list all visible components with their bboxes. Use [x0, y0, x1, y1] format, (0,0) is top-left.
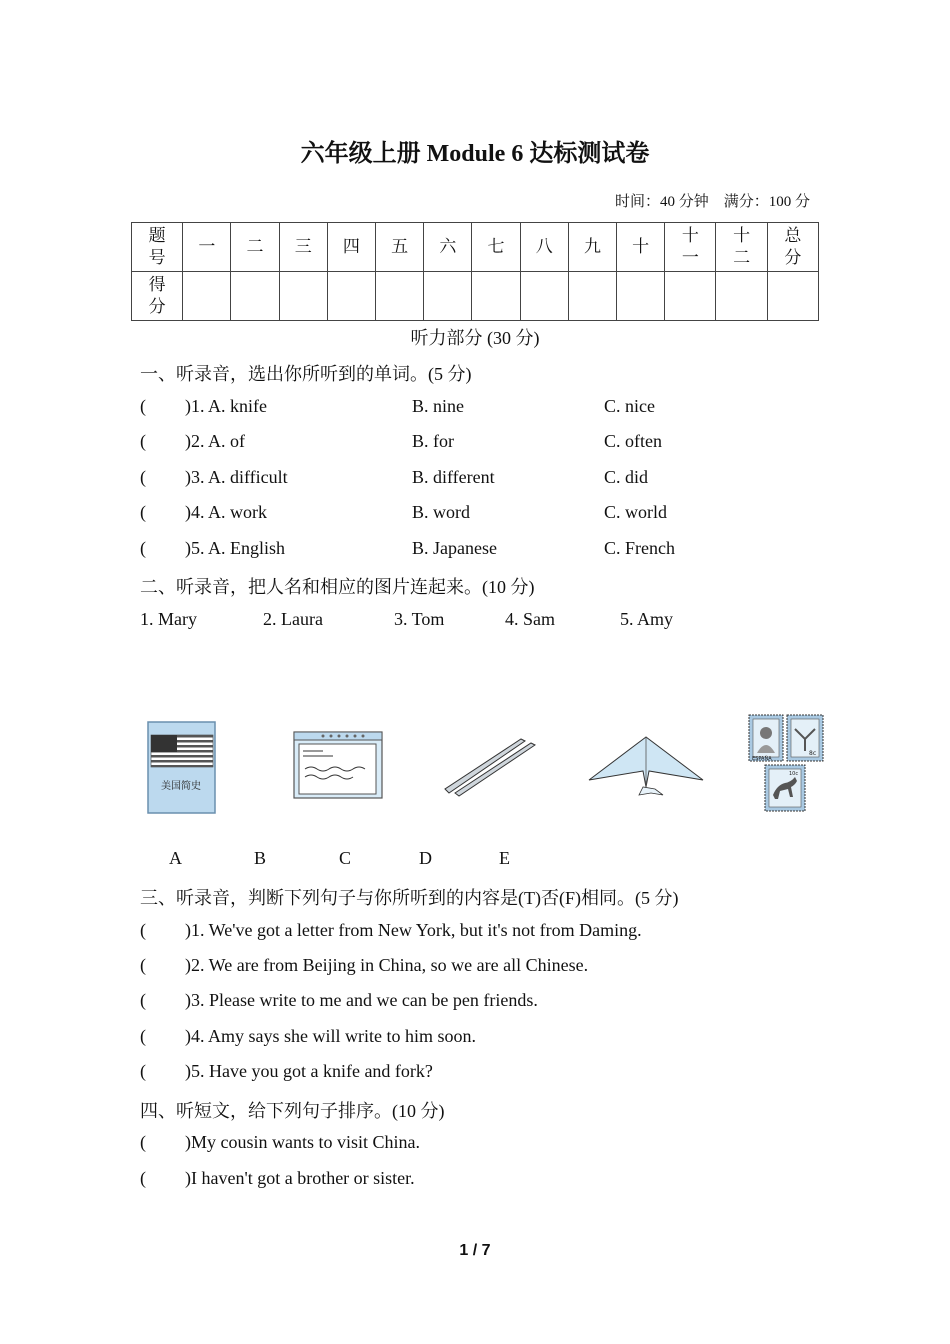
q4-title: 四、听短文，给下列句子排序。(10 分) [140, 1101, 445, 1121]
header-cell: 一 [183, 223, 231, 272]
score-cell[interactable] [279, 272, 327, 321]
picture-letter-b: B [254, 848, 267, 868]
answer-paren[interactable]: ( [140, 1061, 146, 1081]
score-table [131, 222, 819, 321]
q1-item [140, 502, 840, 523]
score-table-score-row [132, 272, 819, 321]
stamp-label: ESPAÑA [752, 756, 772, 762]
score-cell[interactable] [716, 272, 767, 321]
answer-paren[interactable]: ( [140, 396, 146, 416]
q4-item [140, 1168, 415, 1189]
header-cell: 总分 [767, 223, 818, 272]
option-b: B. Japanese [412, 538, 497, 558]
q3-title: 三、听录音，判断下列句子与你所听到的内容是(T)否(F)相同。(5 分) [140, 888, 679, 908]
score-label-cell: 得分 [132, 272, 183, 321]
q2-title: 二、听录音，把人名和相应的图片连起来。(10 分) [140, 577, 535, 597]
statement-text: )5. Have you got a knife and fork? [185, 1061, 433, 1081]
score-cell[interactable] [767, 272, 818, 321]
q4-item [140, 1132, 420, 1153]
answer-paren[interactable]: ( [140, 538, 146, 558]
picture-letter-e: E [499, 848, 510, 868]
answer-paren[interactable]: ( [140, 1168, 146, 1188]
option-c: C. did [604, 467, 649, 487]
option-a: )2. A. of [185, 431, 245, 451]
header-cell: 二 [231, 223, 279, 272]
header-cell: 三 [279, 223, 327, 272]
page-title: 六年级上册 Module 6 达标测试卷 [300, 141, 650, 167]
page-number: 1 / 7 [459, 1242, 491, 1259]
statement-text: )4. Amy says she will write to him soon. [185, 1026, 476, 1046]
option-b: B. for [412, 431, 454, 451]
score-cell[interactable] [665, 272, 716, 321]
name-amy: 5. Amy [620, 609, 674, 629]
book-title-text: 美国简史 [161, 781, 201, 792]
option-c: C. often [604, 431, 662, 451]
q3-item [140, 955, 588, 976]
score-cell[interactable] [617, 272, 665, 321]
answer-paren[interactable]: ( [140, 990, 146, 1010]
score-cell[interactable] [376, 272, 424, 321]
header-cell: 五 [376, 223, 424, 272]
history-book-image [147, 721, 217, 815]
option-c: C. nice [604, 396, 655, 416]
q3-item [140, 1061, 433, 1082]
header-cell: 十一 [665, 223, 716, 272]
header-cell: 题号 [132, 223, 183, 272]
q1-item [140, 396, 840, 417]
q1-item [140, 431, 840, 452]
q3-item [140, 990, 538, 1011]
sentence-text: )I haven't got a brother or sister. [185, 1168, 415, 1188]
us-flag-icon [151, 735, 213, 767]
header-cell: 十 [617, 223, 665, 272]
option-b: B. nine [412, 396, 464, 416]
option-a: )3. A. difficult [185, 467, 288, 487]
score-cell[interactable] [568, 272, 616, 321]
q3-item [140, 1026, 476, 1047]
stamps-image [747, 713, 827, 813]
option-c: C. world [604, 502, 667, 522]
header-cell: 六 [424, 223, 472, 272]
option-a: )5. A. English [185, 538, 286, 558]
exam-meta: 时间：40 分钟 满分：100 分 [614, 194, 810, 210]
header-cell: 七 [472, 223, 520, 272]
option-c: C. French [604, 538, 675, 558]
stamp-label: 8c [809, 750, 817, 757]
header-cell: 八 [520, 223, 568, 272]
score-cell[interactable] [231, 272, 279, 321]
letter-window-image [293, 731, 383, 799]
score-cell[interactable] [327, 272, 375, 321]
option-a: )1. A. knife [185, 396, 267, 416]
sentence-text: )My cousin wants to visit China. [185, 1132, 420, 1152]
answer-paren[interactable]: ( [140, 431, 146, 451]
statement-text: )3. Please write to me and we can be pen friends. [185, 990, 538, 1010]
chopsticks-image [443, 737, 537, 797]
name-laura: 2. Laura [263, 609, 323, 629]
answer-paren[interactable]: ( [140, 502, 146, 522]
name-sam: 4. Sam [505, 609, 556, 629]
listening-section-header: 听力部分 (30 分) [410, 328, 540, 348]
picture-letter-c: C [339, 848, 352, 868]
kite-image [587, 735, 705, 797]
statement-text: )2. We are from Beijing in China, so we are all Chinese. [185, 955, 589, 975]
q1-title: 一、听录音，选出你所听到的单词。(5 分) [140, 364, 472, 384]
score-cell[interactable] [472, 272, 520, 321]
q1-item [140, 538, 840, 559]
option-a: )4. A. work [185, 502, 267, 522]
picture-letter-a: A [169, 848, 182, 868]
picture-letter-d: D [419, 848, 432, 868]
answer-paren[interactable]: ( [140, 955, 146, 975]
header-cell: 十二 [716, 223, 767, 272]
q1-item [140, 467, 840, 488]
score-cell[interactable] [424, 272, 472, 321]
header-cell: 九 [568, 223, 616, 272]
answer-paren[interactable]: ( [140, 1026, 146, 1046]
q3-item [140, 920, 642, 941]
option-b: B. different [412, 467, 495, 487]
answer-paren[interactable]: ( [140, 467, 146, 487]
score-table-header-row [132, 223, 819, 272]
score-cell[interactable] [520, 272, 568, 321]
option-b: B. word [412, 502, 470, 522]
name-mary: 1. Mary [140, 609, 197, 629]
answer-paren[interactable]: ( [140, 1132, 146, 1152]
answer-paren[interactable]: ( [140, 920, 146, 940]
score-cell[interactable] [183, 272, 231, 321]
name-tom: 3. Tom [394, 609, 445, 629]
stamp-label: 10c [789, 771, 799, 777]
header-cell: 四 [327, 223, 375, 272]
statement-text: )1. We've got a letter from New York, but it's not from Daming. [185, 920, 642, 940]
